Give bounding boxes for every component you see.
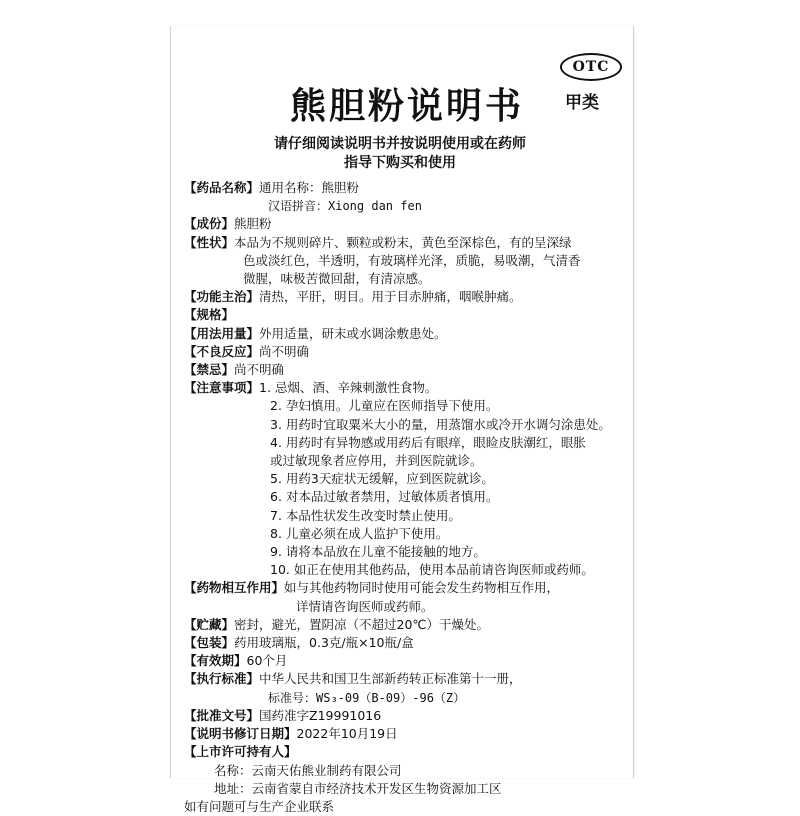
contra-label: 【禁忌】 bbox=[184, 362, 235, 378]
otc-category: 甲类 bbox=[565, 93, 599, 113]
properties-value: 本品为不规则碎片、颗粒或粉末，黄色至深棕色，有的呈深绿 bbox=[234, 234, 572, 250]
indications-row bbox=[184, 288, 624, 306]
properties-row-3 bbox=[184, 270, 624, 288]
precaution-item: 9. 请将本品放在儿童不能接触的地方。 bbox=[270, 544, 486, 560]
precaution-item: 10. 如正在使用其他药品，使用本品前请咨询医师或药师。 bbox=[270, 562, 594, 578]
package-row bbox=[184, 634, 624, 652]
ingredients-value: 熊胆粉 bbox=[234, 216, 272, 232]
holder-label: 【上市许可持有人】 bbox=[184, 744, 297, 760]
pinyin-row bbox=[184, 197, 624, 215]
approval-value: 国药准字Z19991016 bbox=[259, 707, 382, 723]
otc-badge: OTC bbox=[560, 53, 622, 81]
package-value: 药用玻璃瓶，0.3克/瓶×10瓶/盒 bbox=[234, 635, 414, 651]
storage-row bbox=[184, 616, 624, 634]
standard-row bbox=[184, 670, 624, 688]
reading-notice-line2: 指导下购买和使用 bbox=[344, 155, 456, 171]
approval-row bbox=[184, 707, 624, 725]
interactions-value: 如与其他药物同时使用可能会发生药物相互作用， bbox=[284, 580, 560, 596]
contra-row bbox=[184, 361, 624, 379]
holder-row bbox=[184, 743, 624, 761]
document-title: 熊胆粉说明书 bbox=[290, 85, 525, 127]
properties-row bbox=[184, 234, 624, 252]
standard-label: 【执行标准】 bbox=[184, 671, 260, 687]
interactions-row bbox=[184, 579, 624, 597]
ingredients-row bbox=[184, 215, 624, 233]
standard-number: 标准号：WS₃-09（B-09）-96（Z） bbox=[268, 690, 466, 705]
properties-value-2: 色或淡红色，半透明，有玻璃样光泽，质脆，易吸潮，气清香 bbox=[243, 252, 581, 268]
spec-label: 【规格】 bbox=[184, 307, 235, 323]
contact-row bbox=[184, 798, 624, 816]
interactions-label: 【药物相互作用】 bbox=[184, 580, 285, 596]
approval-label: 【批准文号】 bbox=[184, 707, 260, 723]
contra-value: 尚不明确 bbox=[234, 362, 285, 378]
precaution-item: 3. 用药时宜取粟米大小的量，用蒸馏水或冷开水调匀涂患处。 bbox=[270, 416, 611, 432]
precaution-item: 2. 孕妇慎用。儿童应在医师指导下使用。 bbox=[270, 398, 499, 414]
generic-name: 通用名称：熊胆粉 bbox=[259, 180, 360, 195]
precautions-label: 【注意事项】 bbox=[184, 380, 260, 396]
adverse-row bbox=[184, 343, 624, 361]
adverse-label: 【不良反应】 bbox=[184, 343, 260, 359]
precaution-item: 7. 本品性状发生改变时禁止使用。 bbox=[270, 507, 461, 523]
drug-name-label: 【药品名称】 bbox=[184, 180, 260, 195]
package-label: 【包装】 bbox=[184, 635, 235, 651]
reading-notice-line1: 请仔细阅读说明书并按说明使用或在药师 bbox=[274, 136, 526, 152]
precaution-item: 6. 对本品过敏者禁用，过敏体质者慎用。 bbox=[270, 489, 499, 505]
revision-label: 【说明书修订日期】 bbox=[184, 726, 297, 742]
standard-value: 中华人民共和国卫生部新药转正标准第十一册， bbox=[259, 671, 522, 687]
precaution-item: 5. 用药3天症状无缓解，应到医院就诊。 bbox=[270, 471, 494, 487]
precaution-item: 1. 忌烟、酒、辛辣刺激性食物。 bbox=[259, 380, 438, 396]
storage-value: 密封，避光，置阴凉（不超过20℃）干燥处。 bbox=[234, 616, 489, 632]
properties-value-3: 微腥，味极苦微回甜，有清凉感。 bbox=[243, 271, 431, 287]
usage-label: 【用法用量】 bbox=[184, 325, 260, 341]
drug-name-row bbox=[184, 179, 624, 197]
ingredients-label: 【成份】 bbox=[184, 216, 235, 232]
usage-row bbox=[184, 325, 624, 343]
contact-note: 如有问题可与生产企业联系 bbox=[184, 798, 335, 814]
precaution-item: 8. 儿童必须在成人监护下使用。 bbox=[270, 525, 449, 541]
indications-value: 清热，平肝，明目。用于目赤肿痛，咽喉肿痛。 bbox=[259, 289, 522, 305]
holder-name: 名称：云南天佑熊业制药有限公司 bbox=[214, 762, 402, 778]
holder-name-row bbox=[184, 762, 624, 780]
validity-label: 【有效期】 bbox=[184, 653, 247, 669]
interactions-value-2: 详情请咨询医师或药师。 bbox=[296, 598, 434, 614]
leaflet-content bbox=[184, 179, 624, 816]
properties-label: 【性状】 bbox=[184, 234, 235, 250]
revision-value: 2022年10月19日 bbox=[296, 726, 398, 742]
precaution-item: 4. 用药时有异物感或用药后有眼痒，眼睑皮肤潮红，眼胀 bbox=[270, 434, 586, 450]
precaution-item-continued: 或过敏现象者应停用，并到医院就诊。 bbox=[270, 453, 483, 469]
holder-address: 地址：云南省蒙自市经济技术开发区生物资源加工区 bbox=[214, 780, 502, 796]
standard-row-2 bbox=[184, 689, 624, 707]
storage-label: 【贮藏】 bbox=[184, 616, 235, 632]
spec-row bbox=[184, 306, 624, 324]
validity-value: 60个月 bbox=[246, 653, 288, 669]
usage-value: 外用适量，研末或水调涂敷患处。 bbox=[259, 325, 447, 341]
interactions-row-2 bbox=[184, 598, 624, 616]
properties-row-2 bbox=[184, 252, 624, 270]
indications-label: 【功能主治】 bbox=[184, 289, 260, 305]
revision-row bbox=[184, 725, 624, 743]
holder-address-row bbox=[184, 780, 624, 798]
precautions-row bbox=[184, 379, 624, 397]
pinyin-name: 汉语拼音：Xiong dan fen bbox=[268, 199, 422, 214]
validity-row bbox=[184, 652, 624, 670]
adverse-value: 尚不明确 bbox=[259, 343, 310, 359]
